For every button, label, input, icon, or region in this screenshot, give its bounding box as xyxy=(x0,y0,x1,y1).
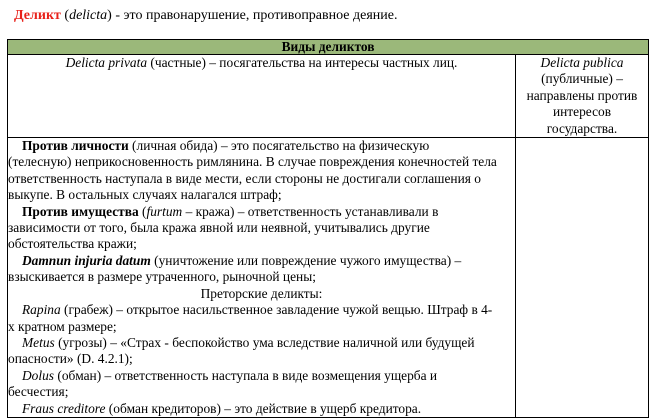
intro-line: Деликт (delicta) - это правонарушение, противоправное деяние. xyxy=(14,8,398,23)
private-description: (частные) – посягательства на интересы частных лиц. xyxy=(150,55,458,70)
metus-line: опасности» (D. 4.2.1); xyxy=(8,351,133,367)
metus-latin: Metus xyxy=(22,334,55,350)
damnum-title: Damnun injuria datum xyxy=(22,252,151,268)
fraus-item xyxy=(8,401,515,417)
private-latin: Delicta privata xyxy=(65,55,148,70)
damnum-text: (уничтожение или повреждение чужого имущества) – xyxy=(154,252,462,268)
dolus-item xyxy=(8,368,515,384)
public-line: интересов xyxy=(552,104,612,120)
praetor-heading: Преторские деликты: xyxy=(200,285,323,301)
damnum-line: взыскивается в размере утраченного, рыночной цены; xyxy=(8,269,316,285)
term-delikt: Деликт xyxy=(14,8,61,23)
rapina-line: х кратном размере; xyxy=(8,318,117,334)
dolus-text: (обман) – ответственность наступала в виде возмещения ущерба и xyxy=(57,367,438,383)
rapina-latin: Rapina xyxy=(22,302,61,318)
dolus-line: бесчестия; xyxy=(8,384,69,400)
property-line: зависимости от того, была кража явной или неявной, учитывались другие xyxy=(8,220,430,236)
property-text: – кража) – ответственность устанавливали в xyxy=(185,203,439,219)
fraus-latin: Fraus creditore xyxy=(22,400,106,416)
term-latin: delicta xyxy=(69,8,108,23)
person-line: выкупе. В остальных случаях налагался штраф; xyxy=(8,187,282,203)
public-line: (публичные) – xyxy=(541,71,623,87)
property-paren: ( xyxy=(142,203,147,219)
private-delicts-details xyxy=(8,138,516,418)
person-line: (телесную) неприкосновенность римлянина. В случае повреждения конечностей тела xyxy=(8,154,497,170)
rapina-text: (грабеж) – открытое насильственное завладение чужой вещью. Штраф в 4- xyxy=(64,302,493,318)
table-header: Виды деликтов xyxy=(8,40,649,55)
property-item xyxy=(8,204,515,220)
public-line: государства. xyxy=(546,120,618,136)
public-latin: Delicta publica xyxy=(540,55,624,70)
person-text: (личная обида) – это посягательство на физическую xyxy=(132,138,430,154)
fraus-text: (обман кредиторов) – это действие в ущерб кредитора. xyxy=(108,400,422,416)
person-item xyxy=(8,138,515,154)
category-row xyxy=(8,55,649,138)
person-line: ответственность наступала в виде мести, если стороны не достигали соглашения о xyxy=(8,170,481,186)
rapina-item xyxy=(8,302,515,318)
person-title: Против личности xyxy=(22,138,129,154)
table-header-row xyxy=(8,40,649,55)
term-definition: - это правонарушение, противоправное деяние. xyxy=(115,8,398,23)
metus-text: (угрозы) – «Страх - беспокойство ума вследствие наличной или будущей xyxy=(58,334,475,350)
dolus-latin: Dolus xyxy=(22,367,54,383)
damnum-item xyxy=(8,253,515,269)
property-line: обстоятельства кражи; xyxy=(8,236,137,252)
property-latin: furtum xyxy=(146,203,183,219)
property-title: Против имущества xyxy=(22,203,139,219)
details-row xyxy=(8,138,649,418)
public-delicts-details-empty xyxy=(516,138,649,418)
private-delicts-cell xyxy=(8,55,516,138)
metus-item xyxy=(8,335,515,351)
delict-types-table xyxy=(7,39,649,418)
public-delicts-cell xyxy=(516,55,649,138)
public-line: направлены против xyxy=(526,87,638,103)
